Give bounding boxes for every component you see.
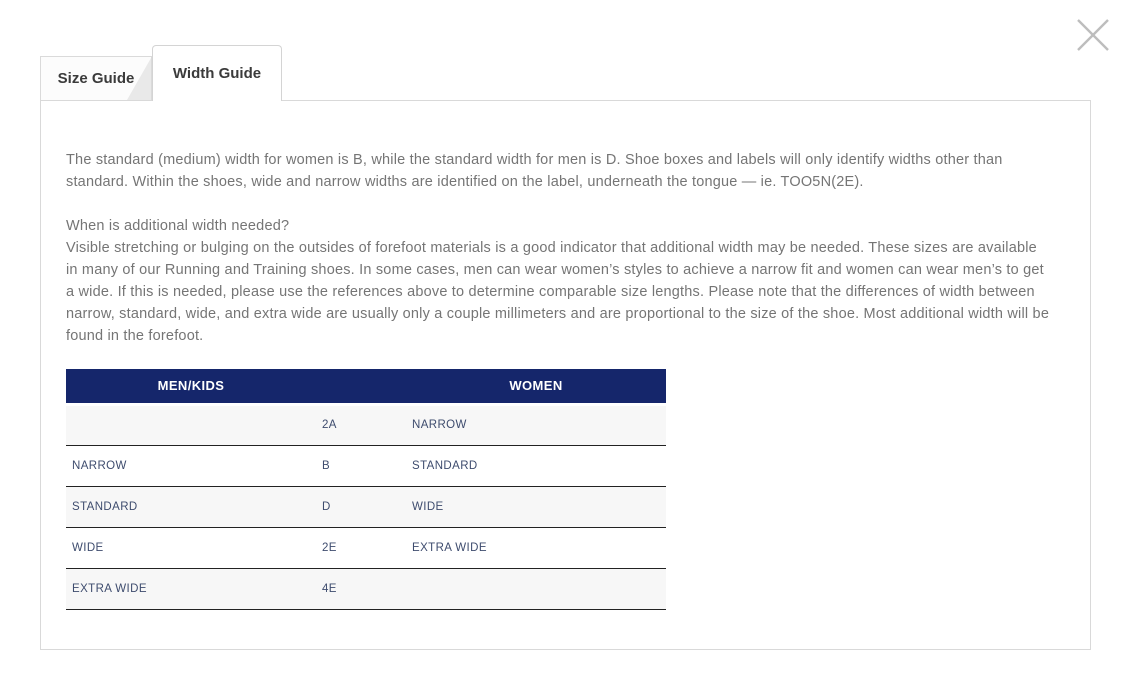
table-row	[66, 568, 666, 609]
tab-fold-decoration	[127, 58, 151, 100]
women-column-header: WOMEN	[406, 369, 666, 404]
women-width-cell: EXTRA WIDE	[406, 527, 666, 568]
additional-width-section	[66, 215, 1051, 347]
tab-width-guide-label: Width Guide	[172, 65, 262, 82]
women-width-cell: WIDE	[406, 486, 666, 527]
men-width-cell	[66, 404, 316, 445]
men-width-cell: WIDE	[66, 527, 316, 568]
men-width-cell: EXTRA WIDE	[66, 568, 316, 609]
width-code-cell: 4E	[316, 568, 406, 609]
men-kids-column-header: MEN/KIDS	[66, 369, 316, 404]
width-intro-paragraph: The standard (medium) width for women is B, while the standard width for men is D. Shoe boxes and labels will only identify widths other than standard. Within the shoes, wide and narrow widths are identified on the label, underneath the tongue — ie. TOO5N(2E).	[66, 152, 1003, 190]
women-width-cell	[406, 568, 666, 609]
width-comparison-table	[66, 369, 666, 610]
men-width-cell: NARROW	[66, 445, 316, 486]
width-code-cell: D	[316, 486, 406, 527]
table-row	[66, 404, 666, 445]
width-code-column-header	[316, 369, 406, 404]
women-width-cell: NARROW	[406, 404, 666, 445]
table-header-row	[66, 369, 666, 404]
women-width-cell: STANDARD	[406, 445, 666, 486]
size-width-guide-modal	[40, 44, 1091, 650]
width-guide-panel	[40, 100, 1091, 650]
tab-width-guide[interactable]	[152, 45, 282, 101]
additional-width-question: When is additional width needed?	[66, 218, 290, 234]
men-width-cell: STANDARD	[66, 486, 316, 527]
table-row	[66, 445, 666, 486]
width-code-cell: 2A	[316, 404, 406, 445]
table-row	[66, 527, 666, 568]
additional-width-paragraph: Visible stretching or bulging on the outsides of forefoot materials is a good indicator that additional width may be needed. These sizes are available in many of our Running and Training shoes. In some cases, men can wear women’s styles to achieve a narrow fit and women can wear men’s to get a wide. If this is needed, please use the references above to determine comparable size lengths. Please note that the differences of width between narrow, standard, wide, and extra wide are usually only a couple millimeters and are proportional to the size of the shoe. Most additional width will be found in the forefoot.	[66, 240, 1050, 344]
tab-bar	[40, 44, 1091, 100]
width-code-cell: 2E	[316, 527, 406, 568]
tab-size-guide[interactable]	[40, 56, 152, 100]
table-row	[66, 486, 666, 527]
width-code-cell: B	[316, 445, 406, 486]
tab-size-guide-label: Size Guide	[57, 70, 135, 87]
